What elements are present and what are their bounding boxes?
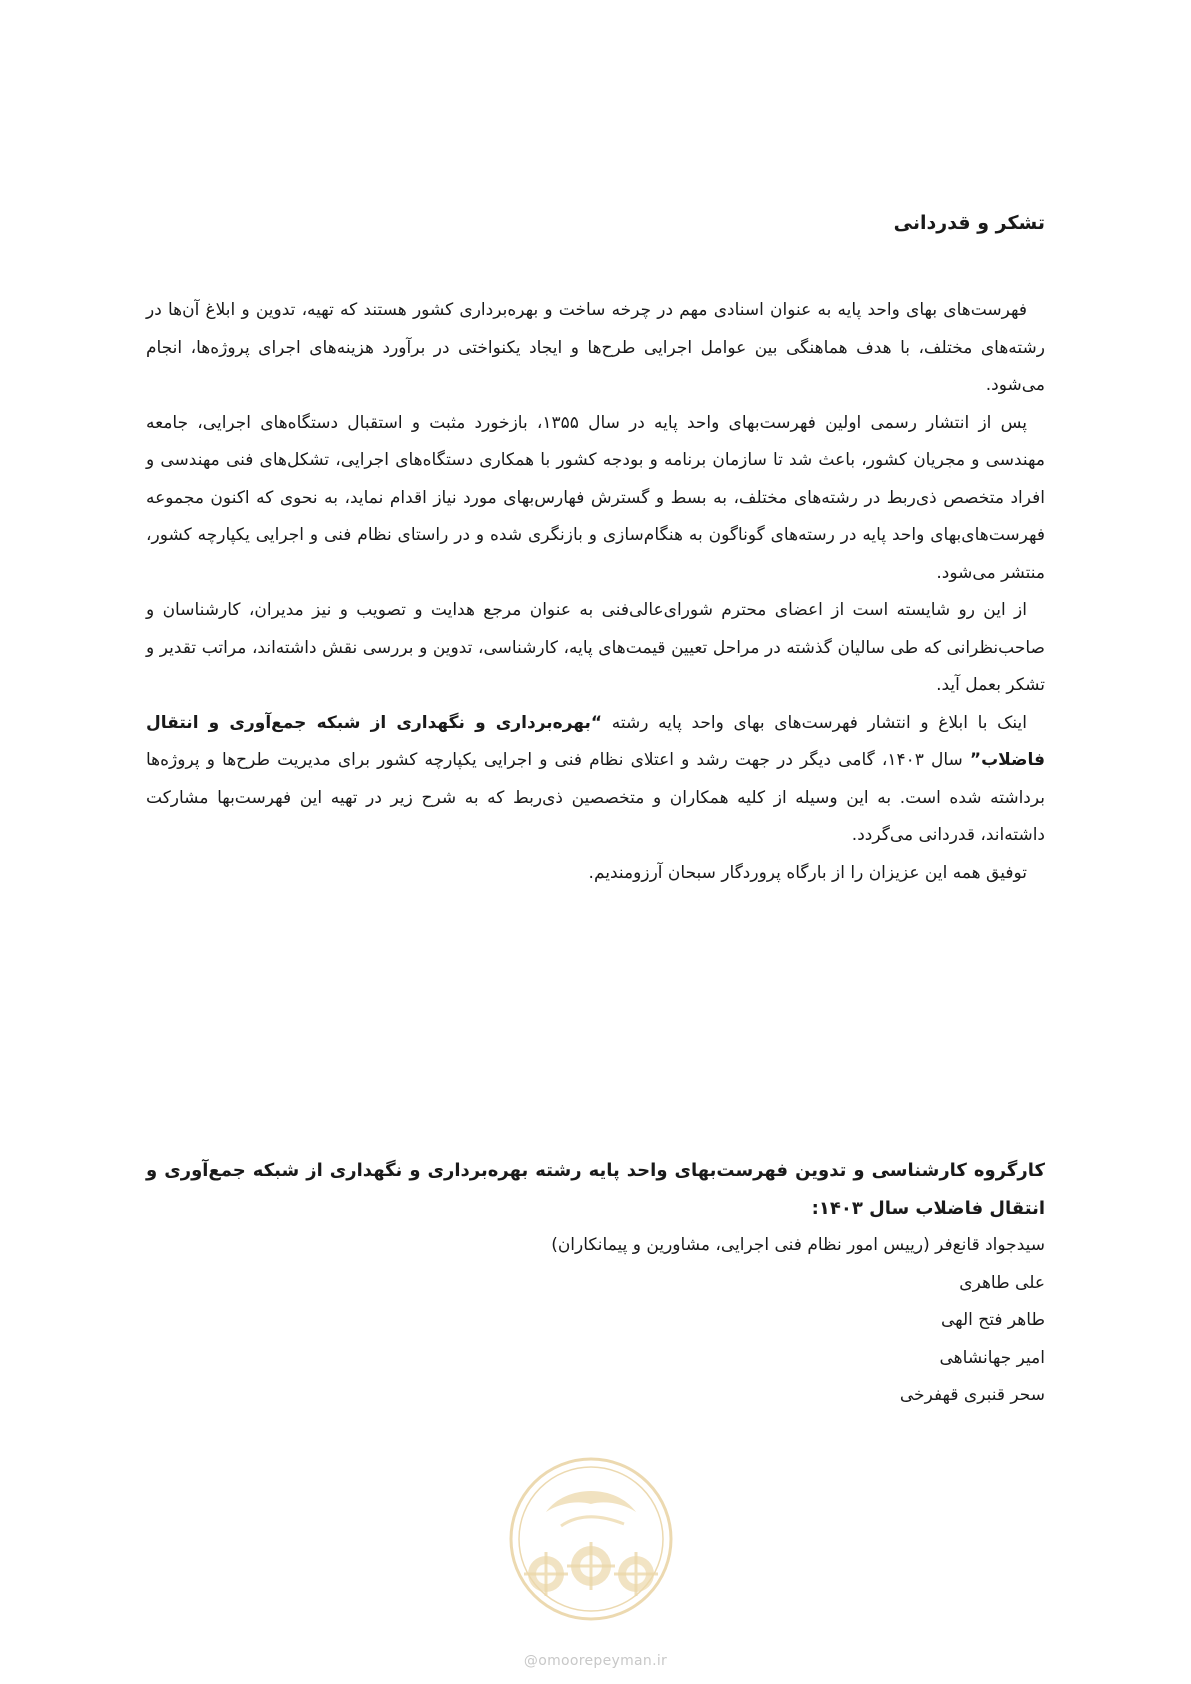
acknowledgement-body: [146, 292, 1045, 892]
paragraph-4: [146, 705, 1045, 855]
watermark-seal-logo: [506, 1454, 676, 1624]
member-name: طاهر فتح الهی: [940, 1310, 1045, 1330]
watermark-url: @omoorepeyman.ir: [523, 1653, 668, 1669]
working-group-title: کارگروه کارشناسی و تدوین فهرست‌بهای واحد پایه رشته بهره‌برداری و نگهداری از شبکه جمع‌آوری و انتقال فاضلاب سال ۱۴۰۳:: [146, 1160, 1045, 1219]
member-name: سیدجواد قانع‌فر (رییس امور نظام فنی اجرایی، مشاورین و پیمانکاران): [551, 1235, 1045, 1255]
paragraph-4-field-name: “بهره‌برداری و نگهداری از شبکه جمع‌آوری و انتقال فاضلاب”: [146, 712, 1045, 770]
member-name: علی طاهری: [959, 1272, 1045, 1293]
paragraph-2: پس از انتشار رسمی اولین فهرست‌بهای واحد پایه در سال ۱۳۵۵، بازخورد مثبت و استقبال دستگاه‌های اجرایی، جامعه مهندسی و مجریان کشور، باعث شد تا سازمان برنامه و بودجه کشور با همکاری دستگاه‌های اجرایی، تشکل‌های فنی مهندسی و افراد متخصص ذی‌ربط در رشته‌های مختلف، به بسط و گسترش فهارس‌بهای مورد نیاز اقدام نماید، به نحوی که اکنون مجموعه فهرست‌های‌بهای واحد پایه در رسته‌های گوناگون به هنگام‌سازی و بازنگری شده و در راستای نظام فنی و اجرایی یکپارچه کشور، منتشر می‌شود.: [146, 412, 1045, 583]
paragraph-3: از این رو شایسته است از اعضای محترم شورای‌عالی‌فنی به عنوان مرجع هدایت و تصویب و نیز مدیران، کارشناسان و صاحب‌نظرانی که طی سالیان گذشته در مراحل تعیین قیمت‌های پایه، کارشناسی، تدوین و بررسی نقش داشته‌اند، مراتب تقدیر و تشکر بعمل آید.: [146, 600, 1045, 695]
page-title: تشکر و قدردانی: [893, 212, 1045, 234]
paragraph-5: توفیق همه این عزیزان را از بارگاه پروردگار سبحان آرزومندیم.: [588, 862, 1027, 883]
paragraph-4-start: اینک با ابلاغ و انتشار فهرست‌های بهای واحد پایه رشته: [602, 712, 1027, 733]
member-name: سحر قنبری قهفرخی: [899, 1385, 1045, 1405]
working-group-section: [146, 1152, 1045, 1415]
paragraph-4-end: سال ۱۴۰۳، گامی دیگر در جهت رشد و اعتلای نظام فنی و اجرایی یکپارچه کشور برای مدیریت طرح‌ها و پروژه‌ها برداشته شده است. به این وسیله از کلیه همکاران و متخصصین ذی‌ربط که به شرح زیر در تهیه این فهرست‌بها مشارکت داشته‌اند، قدردانی می‌گردد.: [146, 750, 1045, 845]
member-name: امیر جهانشاهی: [939, 1347, 1045, 1368]
paragraph-1: فهرست‌های بهای واحد پایه به عنوان اسنادی مهم در چرخه ساخت و بهره‌برداری کشور هستند که تهیه، تدوین و ابلاغ آن‌ها در رشته‌های مختلف، با هدف هماهنگی بین عوامل اجرایی طرح‌ها و ایجاد یکنواختی در برآورد هزینه‌های اجرای پروژه‌ها، انجام می‌شود.: [146, 300, 1045, 395]
